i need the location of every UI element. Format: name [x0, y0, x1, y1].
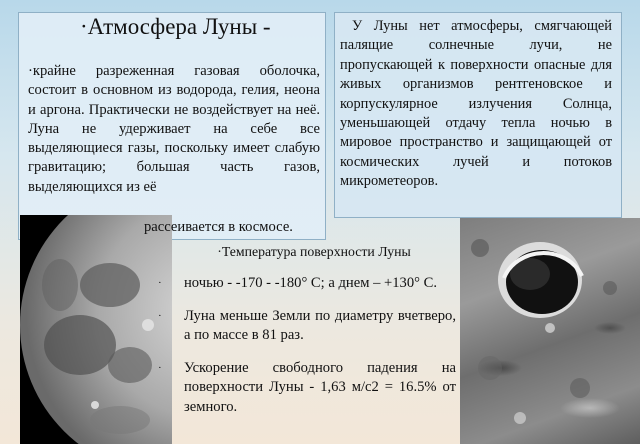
bullet-text: Луна меньше Земли по диаметру вчетверо, а по массе в 81 раз. — [184, 307, 456, 343]
bullet-text: Ускорение свободного падения на поверхности Луны - 1,63 м/с2 = 16.5% от земного. — [184, 359, 456, 415]
atmosphere-description: ·крайне разреженная газовая оболочка, состоит в основном из водорода, гелия, неона и аргона. Практически не воздействует на неё. Луна не удерживает на себе все выделяющиеся газы, поскольку имеет слабую гравитацию; большая часть газов, выделяющихся из её — [28, 63, 320, 195]
slide-title: ·Атмосфера Луны - — [80, 14, 271, 39]
temperature-section — [158, 244, 456, 430]
atmosphere-description-tail: рассеивается в космосе. — [144, 219, 293, 235]
bullet-marker: · — [158, 361, 162, 374]
crater-image — [460, 218, 640, 444]
bullet-temperature — [158, 274, 456, 294]
no-atmosphere-description: У Луны нет атмосферы, смягчающей палящие солнечные лучи, не пропускающей к поверхности опасные для живых организмов рентгеновское и корпускулярное излучения Солнца, уменьшающей отдачу тепла ночью в мировое пространство и защищающей от космических лучей и потоков микрометеоров. — [340, 18, 612, 190]
temperature-heading: ·Температура поверхности Луны — [217, 244, 411, 259]
bullet-marker: · — [158, 277, 162, 289]
full-moon-image — [20, 215, 172, 444]
bullet-text: ночью - -170 - -180° С; а днем – +130° С. — [184, 275, 438, 291]
bullet-marker: · — [158, 309, 162, 322]
bullet-size — [158, 307, 456, 346]
bullet-gravity — [158, 359, 456, 418]
